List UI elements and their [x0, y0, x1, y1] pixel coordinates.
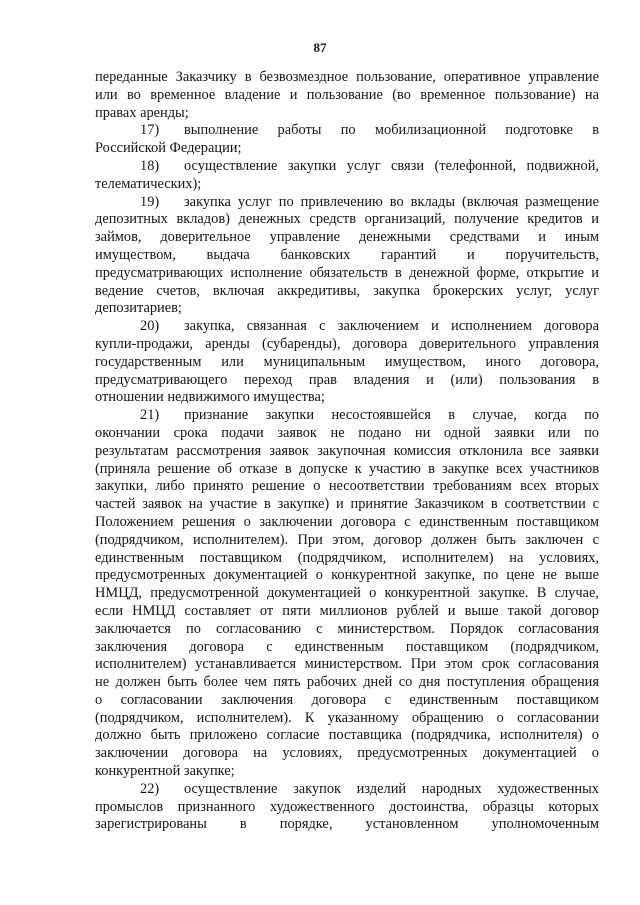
text-line: окончании срока подачи заявок не подано ни одной заявки или по — [95, 424, 599, 441]
text-line: заключается по согласованию с министерством. Порядок согласования — [95, 620, 599, 637]
list-item-18 — [95, 158, 599, 194]
item-number: 19) — [140, 193, 160, 210]
text-line: закупка, связанная с заключением и исполнением договора — [184, 318, 599, 335]
list-item-21 — [95, 407, 599, 781]
text-line: осуществление закупки услуг связи (телефонной, подвижной, — [184, 157, 599, 174]
item-number: 18) — [140, 157, 160, 174]
text-line: Положением решения о заключении договора с единственным поставщиком — [95, 513, 599, 530]
text-line: купли-продажи, аренды (субаренды), договора доверительного управления — [95, 335, 599, 352]
text-line: ведение счетов, включая аккредитивы, закупка брокерских услуг, услуг — [95, 282, 599, 299]
text-line: Российской Федерации; — [95, 140, 242, 157]
text-line: заключении договора на условиях, предусмотренных документацией о — [95, 745, 599, 762]
item-number: 20) — [140, 318, 160, 335]
text-line: (подрядчиком, исполнителем). К указанному обращению о согласовании — [95, 709, 599, 726]
text-line: зарегистрированы в порядке, установленном уполномоченным — [95, 816, 599, 833]
text-line: частей заявок на участие в закупке) и принятие Заказчиком в соответствии с — [95, 496, 599, 513]
item-number: 21) — [140, 407, 160, 424]
page-number: 87 — [313, 40, 327, 55]
text-line: конкурентной закупке; — [95, 763, 235, 780]
text-line: заключения договора с единственным поставщиком (подрядчиком, — [95, 638, 599, 655]
text-line: выполнение работы по мобилизационной подготовке в — [184, 122, 599, 139]
text-line: имуществом, выдача банковских гарантий и поручительств, — [95, 246, 599, 263]
text-line: займов, доверительное управление денежными средствами и иным — [95, 229, 599, 246]
text-line: НМЦД, предусмотренной документацией о конкурентной закупке. В случае, — [95, 585, 599, 602]
text-line: депозитариев; — [95, 300, 182, 317]
text-line: предусмотренных документацией о конкурентной закупке, по цене не выше — [95, 567, 599, 584]
text-line: если НМЦД составляет от пяти миллионов рублей и выше такой договор — [95, 602, 599, 619]
text-line: государственным или муниципальным имуществом, иного договора, — [95, 353, 599, 370]
text-line: отношении недвижимого имущества; — [95, 389, 325, 406]
list-item-22 — [95, 781, 599, 834]
text-line: признание закупки несостоявшейся в случае, когда по — [184, 407, 599, 424]
text-line: промыслов признанного художественного достоинства, образцы которых — [95, 798, 599, 815]
list-item-20 — [95, 318, 599, 407]
text-line: (приняла решение об отказе в допуске к участию в закупке всех участников — [95, 460, 599, 477]
text-line: или во временное владение и пользование (во временное пользование) на — [95, 86, 599, 103]
document-body — [95, 69, 599, 834]
text-line: переданные Заказчику в безвозмездное пользование, оперативное управление — [95, 69, 599, 85]
text-line: результатам рассмотрения заявок закупочная комиссия отклонила все заявки — [95, 442, 599, 459]
text-line: предусматривающего переход прав владения и (или) пользования в — [95, 371, 599, 388]
item-number: 22) — [140, 780, 160, 797]
text-line: закупки, либо принято решение о несоответствии требованиям всех вторых — [95, 478, 599, 495]
text-line: единственным поставщиком (подрядчиком, исполнителем) на условиях, — [95, 549, 599, 566]
text-line: (подрядчиком, исполнителем). При этом, договор должен быть заключен с — [95, 531, 599, 548]
text-line: должно быть приложено согласие поставщика (подрядчика, исполнителя) о — [95, 727, 599, 744]
text-line: исполнителем) устанавливается министерством. При этом срок согласования — [95, 656, 599, 673]
text-line: о согласовании заключения договора с единственным поставщиком — [95, 691, 599, 708]
text-line: не должен быть более чем пять рабочих дней со дня поступления обращения — [95, 674, 599, 691]
text-line: осуществление закупок изделий народных художественных — [184, 780, 599, 797]
list-item-17 — [95, 122, 599, 158]
text-line: закупка услуг по привлечению во вклады (включая размещение — [184, 193, 599, 210]
list-item-19 — [95, 194, 599, 319]
text-line: правах аренды; — [95, 104, 189, 121]
paragraph-continuation — [95, 69, 599, 122]
text-line: телематических); — [95, 175, 202, 192]
text-line: предусматривающих исполнение обязательств в денежной форме, открытие и — [95, 264, 599, 281]
item-number: 17) — [140, 122, 160, 139]
text-line: депозитных вкладов) денежных средств организаций, получение кредитов и — [95, 211, 599, 228]
